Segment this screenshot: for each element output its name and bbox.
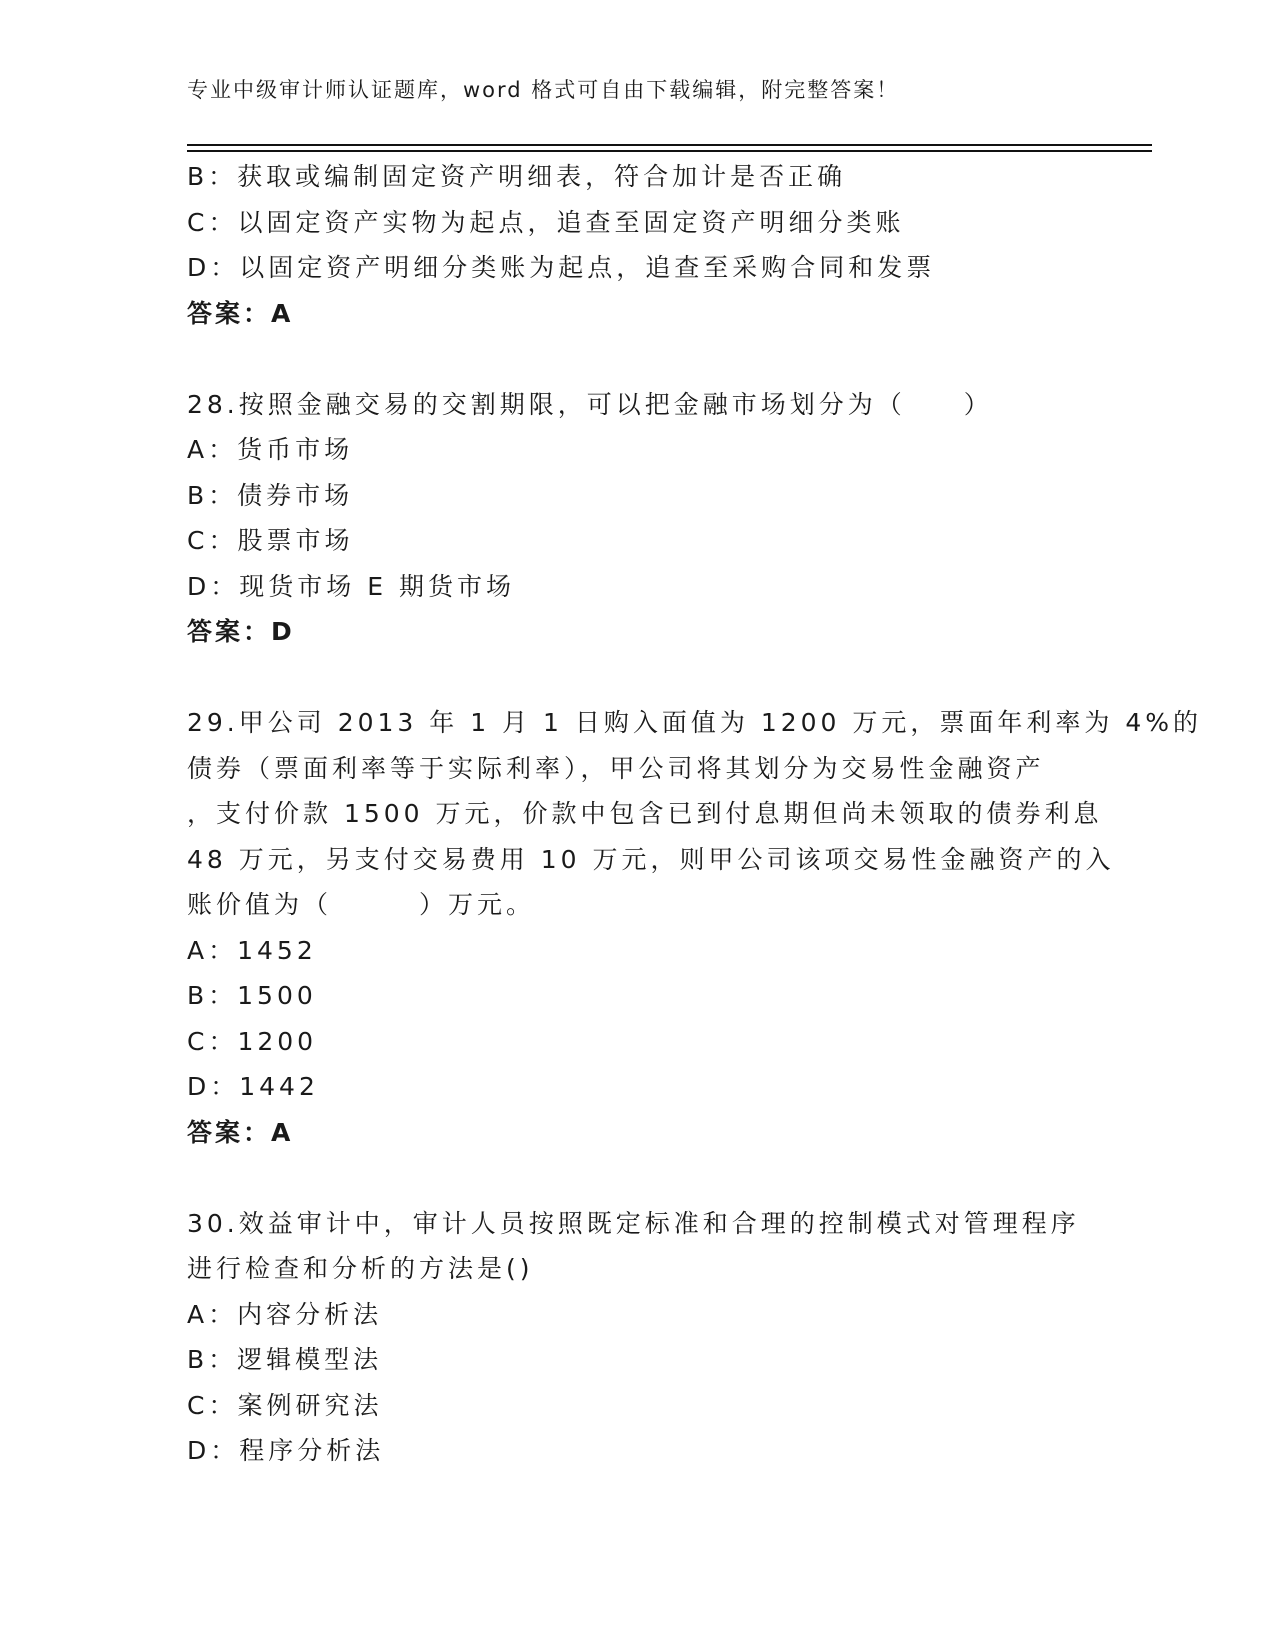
- option-c: C：案例研究法: [187, 1390, 383, 1420]
- stem-line: 48 万元，另支付交易费用 10 万元，则甲公司该项交易性金融资产的入: [187, 844, 1115, 874]
- option-d: D：现货市场 E 期货市场: [187, 571, 515, 601]
- question-30: [187, 1201, 1087, 1474]
- spacer: [187, 655, 1087, 701]
- option-c: C：以固定资产实物为起点，追查至固定资产明细分类账: [187, 207, 905, 237]
- stem-line: 进行检查和分析的方法是(): [187, 1254, 534, 1283]
- option-b: B：获取或编制固定资产明细表，符合加计是否正确: [187, 162, 847, 191]
- stem-line: 30.效益审计中，审计人员按照既定标准和合理的控制模式对管理程序: [187, 1208, 1080, 1238]
- spacer: [187, 336, 1087, 382]
- stem-line: 债券（票面利率等于实际利率），甲公司将其划分为交易性金融资产: [187, 753, 1045, 783]
- question-stem: [187, 382, 1087, 428]
- option-c: C：股票市场: [187, 526, 354, 555]
- spacer: [187, 1155, 1087, 1201]
- question-stem: [187, 700, 1202, 928]
- question-27-tail: [187, 154, 1087, 336]
- answer: 答案：A: [187, 1117, 294, 1147]
- question-29: [187, 700, 1202, 1155]
- question-stem: [187, 1201, 1087, 1292]
- header-rule-bottom: [187, 150, 1152, 152]
- answer: 答案：D: [187, 617, 295, 646]
- answer: 答案：A: [187, 298, 294, 328]
- option-a: A：货币市场: [187, 435, 354, 464]
- page-header: 专业中级审计师认证题库，word 格式可自由下载编辑，附完整答案！: [187, 78, 900, 102]
- stem-line: 29.甲公司 2013 年 1 月 1 日购入面值为 1200 万元，票面年利率为 4%的: [187, 708, 1202, 737]
- option-a: A：1452: [187, 935, 317, 965]
- option-d: D：以固定资产明细分类账为起点，追查至采购合同和发票: [187, 253, 936, 282]
- option-d: D：1442: [187, 1072, 319, 1101]
- question-28: [187, 382, 1087, 655]
- option-b: B：债券市场: [187, 480, 354, 510]
- stem-line: 28.按照金融交易的交割期限，可以把金融市场划分为（ ）: [187, 389, 993, 419]
- option-a: A：内容分析法: [187, 1299, 383, 1329]
- option-b: B：逻辑模型法: [187, 1345, 383, 1374]
- option-b: B：1500: [187, 981, 317, 1010]
- option-d: D：程序分析法: [187, 1436, 385, 1465]
- question-list: [187, 154, 1202, 1474]
- stem-line: 账价值为（ ）万元。: [187, 890, 536, 919]
- option-c: C：1200: [187, 1026, 318, 1056]
- header-rule-top: [187, 144, 1152, 146]
- stem-line: ，支付价款 1500 万元，价款中包含已到付息期但尚未领取的债券利息: [187, 799, 1103, 828]
